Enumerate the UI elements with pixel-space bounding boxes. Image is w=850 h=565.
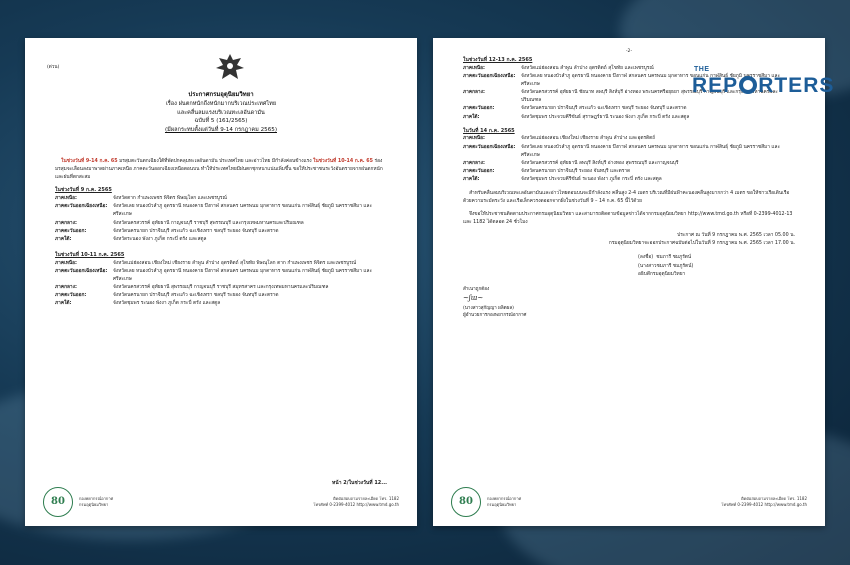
footer-hotline: ติดต่อสอบถามรายละเอียด โทร. 1182 — [333, 495, 399, 501]
signer-prefix: (ลงชื่อ) — [638, 255, 654, 261]
region-label: ภาคกลาง: — [55, 220, 77, 226]
region-provinces: จังหวัดนครนายก ปราจีนบุรี สระแก้ว ฉะเชิงเทรา ชลบุรี ระยอง จันทบุรี และตราด — [113, 293, 279, 299]
footer-org-2: กรมอุตุนิยมวิทยา — [79, 502, 109, 507]
region-row — [463, 144, 795, 160]
region-row — [55, 268, 387, 284]
title-block — [25, 90, 417, 135]
region-provinces: จังหวัดนครสวรรค์ อุทัยธานี ลพบุรี สิงห์บุรี อ่างทอง สุพรรณบุรี และกาญจนบุรี — [521, 160, 679, 166]
handwritten-signature-icon: ~ʃɯ~ — [463, 294, 484, 303]
the-reporters-logo — [692, 66, 842, 110]
region-provinces: จังหวัดนครนายก ปราจีนบุรี สระแก้ว ฉะเชิงเทรา ชลบุรี ระยอง จันทบุรี และตราด — [113, 228, 279, 234]
region-label: ภาคเหนือ: — [55, 196, 77, 202]
copy-certified — [463, 286, 795, 319]
brand-name-a: REP — [692, 74, 739, 97]
signer-name: ชมภารี ชมภูรัตน์ — [656, 255, 692, 261]
region-label: ภาคเหนือ: — [463, 65, 485, 71]
region-row — [55, 292, 387, 300]
camera-lens-icon — [739, 76, 757, 94]
left-body — [55, 158, 387, 309]
region-row — [55, 220, 387, 228]
region-label: ภาคกลาง: — [463, 90, 485, 96]
region-row — [55, 236, 387, 244]
region-provinces: จังหวัดระนอง พังงา ภูเก็ต กระบี่ ตรัง และสตูล — [113, 236, 207, 242]
section-list — [463, 135, 795, 184]
tmd-80-logo-icon: 80 — [43, 487, 73, 517]
footer-tel: โทรศัพท์ 0-2399-4012 http://www.tmd.go.th — [313, 502, 399, 507]
region-row — [463, 176, 795, 184]
contact-text: จึงขอให้ประชาชนติดตามประกาศกรมอุตุนิยมวิทยา และสามารถติดตามข้อมูลข่าวได้จากกรมอุตุนิยมวิทยา http://www.tmd.go.th หรือที่ 0-2399-4012-13 และ 1182 ได้ตลอด 24 ชั่วโมง — [463, 211, 793, 225]
region-label: ภาคเหนือ: — [55, 260, 77, 266]
document-title: ประกาศกรมอุตุนิยมวิทยา — [188, 91, 254, 98]
region-label: ภาคใต้: — [463, 114, 480, 120]
region-label: ภาคใต้: — [55, 236, 72, 242]
brand-name-b: RTERS — [758, 74, 835, 97]
footer-tel: โทรศัพท์ 0-2399-4012 http://www.tmd.go.th — [721, 502, 807, 507]
region-row — [463, 168, 795, 176]
region-row — [55, 195, 387, 203]
region-provinces: จังหวัดตาก กำแพงเพชร พิจิตร พิษณุโลก และเพชรบูรณ์ — [113, 196, 227, 202]
garuda-emblem-icon — [215, 52, 245, 84]
region-row — [55, 300, 387, 308]
region-provinces: จังหวัดแม่ฮ่องสอน ลำพูน ลำปาง อุตรดิตถ์ สุโขทัย และเพชรบูรณ์ — [521, 65, 654, 71]
page-footer — [25, 478, 417, 526]
section-list — [55, 260, 387, 309]
contact-paragraph — [463, 211, 795, 227]
region-label: ภาคใต้: — [463, 177, 480, 183]
section-title: ในวันที่ 14 ก.ค. 2565 — [463, 127, 515, 134]
region-label: ภาคเหนือ: — [463, 136, 485, 142]
region-provinces: จังหวัดชุมพร ประจวบคีรีขันธ์ ระนอง พังงา ภูเก็ต กระบี่ ตรัง และสตูล — [521, 177, 662, 183]
region-provinces: จังหวัดแม่ฮ่องสอน เชียงใหม่ เชียงราย ลำพูน ลำปาง และอุตรดิตถ์ — [521, 136, 656, 142]
issue-info — [463, 232, 795, 248]
urgent-tag: (ด่วน) — [47, 65, 60, 70]
issued-date: ประกาศ ณ วันที่ 9 กรกฎาคม พ.ศ. 2565 เวลา 05.00 น. — [677, 232, 795, 238]
section-list — [55, 195, 387, 244]
section-title: ในช่วงวันที่ 10-11 ก.ค. 2565 — [55, 252, 125, 259]
next-page-note: หน้า 2/ในช่วงวันที่ 12... — [332, 480, 387, 486]
region-provinces: จังหวัดเลย หนองบัวลำภู อุดรธานี หนองคาย บึงกาฬ สกลนคร นครพนม มุกดาหาร ขอนแก่น กาฬสินธุ์ ชัยภูมิ นครราชสีมา และศรีสะเกษ — [113, 268, 373, 283]
page-number: -2- — [625, 49, 633, 54]
tmd-80-logo-icon: 80 — [451, 487, 481, 517]
region-provinces: จังหวัดเลย หนองบัวลำภู อุดรธานี หนองคาย บึงกาฬ สกลนคร นครพนม มุกดาหาร ขอนแก่น กาฬสินธุ์ ชัยภูมิ นครราชสีมา และศรีสะเกษ — [521, 144, 781, 158]
region-label: ภาคกลาง: — [55, 285, 77, 291]
region-label: ภาคตะวันออกเฉียงเหนือ: — [55, 268, 108, 274]
intro-date-2: ในช่วงวันที่ 10-14 ก.ค. 65 — [313, 159, 373, 164]
footer-org: กองพยากรณ์อากาศ — [487, 495, 522, 501]
footer-org-2: กรมอุตุนิยมวิทยา — [487, 502, 517, 507]
region-label: ภาคตะวันออกเฉียงเหนือ: — [463, 73, 516, 79]
region-label: ภาคตะวันออกเฉียงเหนือ: — [463, 144, 516, 150]
region-provinces: จังหวัดเลย หนองบัวลำภู อุดรธานี หนองคาย บึงกาฬ สกลนคร นครพนม มุกดาหาร ขอนแก่น กาฬสินธุ์ ชัยภูมิ นครราชสีมา และศรีสะเกษ — [113, 204, 373, 218]
region-provinces: จังหวัดแม่ฮ่องสอน เชียงใหม่ เชียงราย ลำพูน ลำปาง อุตรดิตถ์ สุโขทัย พิษณุโลก ตาก กำแพงเพชร พิจิตร และเพชรบูรณ์ — [113, 260, 357, 266]
region-row — [55, 260, 387, 268]
copy-label: สำเนาถูกต้อง — [463, 287, 490, 293]
brand-the: THE — [694, 66, 710, 73]
region-provinces: จังหวัดชุมพร ประจวบคีรีขันธ์ สุราษฎร์ธานี ระนอง พังงา ภูเก็ต กระบี่ ตรัง และสตูล — [521, 114, 690, 120]
signer-full-name: (นางสาวชมภารี ชมภูรัตน์) — [638, 263, 694, 269]
document-subject: เรื่อง ฝนตกหนักถึงหนักมากบริเวณประเทศไทย — [165, 100, 277, 107]
intro-date-1: ในช่วงวันที่ 9-14 ก.ค. 65 — [61, 159, 118, 164]
page-footer — [433, 478, 825, 526]
region-provinces: จังหวัดนครสวรรค์ อุทัยธานี กาญจนบุรี ราชบุรี สุพรรณบุรี และกรุงเทพมหานครและปริมณฑล — [113, 220, 304, 226]
region-label: ภาคใต้: — [55, 301, 72, 307]
region-label: ภาคตะวันออก: — [463, 106, 495, 112]
section-title: ในช่วงวันที่ 9 ก.ค. 2565 — [55, 187, 112, 194]
region-row — [55, 203, 387, 219]
region-row — [463, 114, 795, 122]
region-row — [463, 135, 795, 143]
region-row — [463, 160, 795, 168]
copy-name: (นางสาวสุกัญญา ผลิตผล) — [463, 305, 514, 311]
wave-text: สำหรับคลื่นลมบริเวณทะเลอันดามันและอ่าวไทยตอนบนจะมีกำลังแรง คลื่นสูง 2-4 เมตร บริเวณที่มีฝนฟ้าคะนองคลื่นสูงมากกว่า 4 เมตร ขอให้ชาวเรือเดินเรือด้วยความระมัดระวัง และเรือเล็กควรงดออกจากฝั่งในช่วงวันที่ 9 – 14 ก.ค. 65 นี้ไว้ด้วย — [463, 191, 790, 205]
footer-org: กองพยากรณ์อากาศ — [79, 495, 114, 501]
region-provinces: จังหวัดชุมพร ระนอง พังงา ภูเก็ต กระบี่ ตรัง และสตูล — [113, 301, 221, 307]
copy-title: ผู้อำนวยการกองพยากรณ์อากาศ — [463, 312, 527, 318]
intro-text-2: ร่องมรสุมจะเลื่อนลงมาพาดผ่านภาคเหนือ ภาคตะวันออกเฉียงเหนือตอนบน ทำให้ประเทศไทยมีฝนตกชุกหนาแน่นเพิ่มขึ้น ขอให้ประชาชนระวังอันตรายจากฝนตกหนักและฝนที่ตกสะสม — [55, 159, 383, 181]
valid-period: (มีผลกระทบตั้งแต่วันที่ 9-14 กรกฎาคม 2565) — [164, 127, 277, 134]
region-label: ภาคตะวันออกเฉียงเหนือ: — [55, 204, 108, 210]
section-title: ในช่วงวันที่ 12-13 ก.ค. 2565 — [463, 57, 533, 63]
next-issue-note: กรมอุตุนิยมวิทยาจะออกประกาศฉบับต่อไปในวันที่ 9 กรกฎาคม พ.ศ. 2565 เวลา 17.00 น. — [608, 241, 795, 247]
intro-paragraph — [55, 158, 387, 182]
signature-block — [638, 254, 795, 280]
wave-paragraph — [463, 190, 795, 206]
region-provinces: จังหวัดเลย หนองบัวลำภู อุดรธานี หนองคาย บึงกาฬ สกลนคร นครพนม มุกดาหาร ขอนแก่น กาฬสินธุ์ ชัยภูมิ นครราชสีมา และศรีสะเกษ — [521, 73, 781, 88]
region-label: ภาคตะวันออก: — [55, 228, 87, 234]
signer-title: อธิบดีกรมอุตุนิยมวิทยา — [638, 272, 686, 278]
region-label: ภาคตะวันออก: — [463, 169, 495, 175]
brand-name — [692, 74, 834, 98]
region-provinces: จังหวัดนครสวรรค์ อุทัยธานี ชัยนาท ลพบุรี สิงห์บุรี อ่างทอง พระนครศรีอยุธยา สุพรรณบุรี กาญจนบุรี และกรุงเทพมหานครและปริมณฑล — [521, 90, 778, 104]
document-subject-2: และคลื่นลมแรงบริเวณทะเลอันดามัน — [177, 109, 265, 116]
footer-hotline: ติดต่อสอบถามรายละเอียด โทร. 1182 — [741, 495, 807, 501]
region-row — [55, 228, 387, 236]
region-row — [55, 284, 387, 292]
region-provinces: จังหวัดนครสวรรค์ อุทัยธานี สุพรรณบุรี กาญจนบุรี ราชบุรี สมุทรสาคร และกรุงเทพมหานครและปริมณฑล — [113, 285, 329, 291]
region-label: ภาคกลาง: — [463, 160, 485, 166]
announcement-page-2 — [433, 38, 825, 526]
announcement-page-1 — [25, 38, 417, 526]
region-provinces: จังหวัดนครนายก ปราจีนบุรี สระแก้ว ฉะเชิงเทรา ชลบุรี ระยอง จันทบุรี และตราด — [521, 106, 687, 112]
issue-number: ฉบับที่ 5 (161/2565) — [194, 118, 248, 125]
region-provinces: จังหวัดนครนายก ปราจีนบุรี ระยอง จันทบุรี และตราด — [521, 169, 631, 175]
region-label: ภาคตะวันออก: — [55, 293, 87, 299]
intro-text-1: มรสุมตะวันตกเฉียงใต้ที่พัดปกคลุมทะเลอันดามัน ประเทศไทย และอ่าวไทย มีกำลังค่อนข้างแรง — [119, 159, 312, 164]
